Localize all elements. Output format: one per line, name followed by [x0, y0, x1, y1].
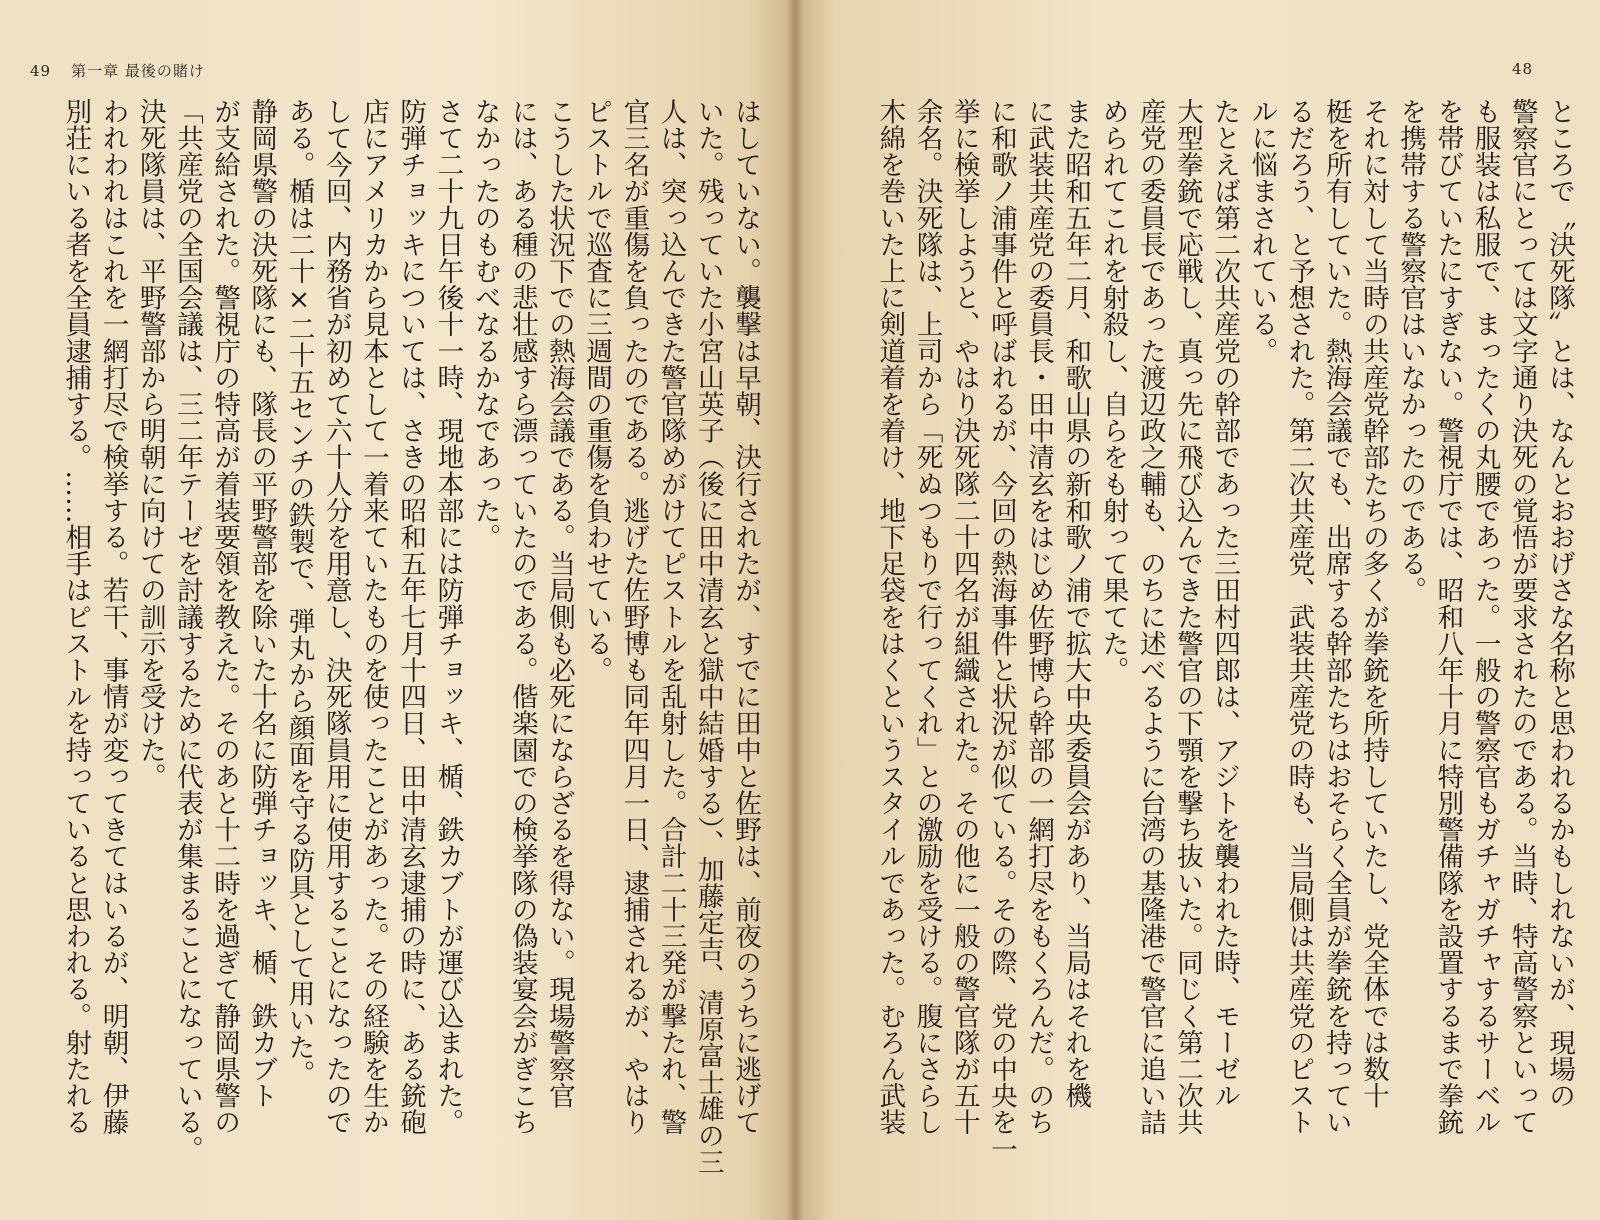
text-column: さて二十九日午後十一時、現地本部には防弾チョッキ、楯、鉄カブトが運び込まれた。: [432, 98, 464, 1136]
running-head: 第一章 最後の賭け: [71, 62, 205, 80]
text-column: して今回、内務省が初めて六十人分を用意し、決死隊員用に使用することになったので: [320, 98, 352, 1136]
text-column: には、ある種の悲壮感すら漂っていたのである。偕楽園での検挙隊の偽装宴会がぎこち: [506, 98, 538, 1136]
text-column: を帯びていたにすぎない。警視庁では、昭和八年十月に特別警備隊を設置するまで拳銃: [1432, 98, 1464, 1136]
text-column: また昭和五年二月、和歌山県の新和歌ノ浦で拡大中央委員会があり、当局はそれを機: [1060, 98, 1092, 1109]
text-column: 挙に検挙しようと、やはり決死隊二十四名が組織された。その他に一般の警官隊が五十: [948, 98, 980, 1136]
text-column: なかったのもむべなるかなであった。: [469, 98, 501, 551]
text-column: 決死隊員は、平野警部から明朝に向けての訓示を受けた。: [134, 98, 166, 790]
text-column: ルに悩まされている。: [1246, 98, 1278, 364]
text-column: も服装は私服で、まったくの丸腰であった。一般の警察官もガチャガチャするサーベル: [1469, 98, 1501, 1136]
text-column: 店にアメリカから見本として一着来ていたものを使ったことがあった。その経験を生か: [357, 98, 389, 1136]
text-column: 静岡県警の決死隊にも、隊長の平野警部を除いた十名に防弾チョッキ、楯、鉄カブト: [246, 98, 278, 1109]
book-gutter: [786, 0, 804, 1220]
text-column: いた。残っていた小宮山英子（後に田中清玄と獄中結婚する）、加藤定吉、清原富士雄の三: [692, 98, 724, 1176]
text-column: われわれはこれを一網打尽で検挙する。若干、事情が変ってきてはいるが、明朝、伊藤: [97, 98, 129, 1136]
text-column: ピストルで巡査に三週間の重傷を負わせている。: [581, 98, 613, 684]
right-page-text: [818, 98, 1578, 1193]
text-column: 別荘にいる者を全員逮捕する。……相手はピストルを持っていると思われる。射たれる: [60, 98, 92, 1136]
text-column: こうした状況下での熱海会議である。当局側も必死にならざるを得ない。現場警察官: [543, 98, 575, 1109]
text-column: はしていない。襲撃は早朝、決行されたが、すでに田中と佐野は、前夜のうちに逃げて: [730, 98, 761, 1136]
text-column: それに対して当時の共産党幹部たちの多くが拳銃を所持していたし、党全体では数十: [1357, 98, 1389, 1109]
text-column: を携帯する警察官はいなかったのである。: [1395, 98, 1427, 604]
left-page-header: [30, 60, 205, 81]
left-page-text: [36, 98, 764, 1193]
text-column: ところで〝決死隊〟とは、なんとおおげさな名称と思われるかもしれないが、現場の: [1544, 98, 1575, 1109]
text-column: たとえば第二次共産党の幹部であった三田村四郎は、アジトを襲われた時、モーゼル: [1209, 98, 1241, 1109]
text-column: るだろう、と予想された。第二次共産党、武装共産党の時も、当局側は共産党のピスト: [1283, 98, 1315, 1136]
text-column: 防弾チョッキについては、さきの昭和五年七月十四日、田中清玄逮捕の時に、ある銃砲: [395, 98, 427, 1136]
text-column: められてこれを射殺し、自らをも射って果てた。: [1097, 98, 1129, 684]
text-column: 大型拳銃で応戦し、真っ先に飛び込んできた警官の下顎を撃ち抜いた。同じく第二次共: [1171, 98, 1203, 1136]
text-column: 人は、突っ込んできた警官隊めがけてピストルを乱射した。合計二十三発が撃たれ、警: [655, 98, 687, 1136]
text-column: 梃を所有していた。熱海会議でも、出席する幹部たちはおそらく全員が拳銃を持ってい: [1320, 98, 1352, 1136]
left-page-number: 49: [30, 62, 52, 80]
right-page-number: 48: [1512, 60, 1534, 78]
text-column: 産党の委員長であった渡辺政之輔も、のちに述べるように台湾の基隆港で警官に追い詰: [1134, 98, 1166, 1136]
right-page-header: [1512, 60, 1533, 78]
text-column: 官三名が重傷を負ったのである。逃げた佐野博も同年四月一日、逮捕されるが、やはり: [618, 98, 650, 1136]
text-column: 警察官にとっては文字通り決死の覚悟が要求されたのである。当時、特高警察といって: [1506, 98, 1538, 1136]
text-column: 余名。決死隊は、上司から「死ぬつもりで行ってくれ」との激励を受ける。腹にさらし: [911, 98, 943, 1136]
text-column: に武装共産党の委員長・田中清玄をはじめ佐野博ら幹部の一網打尽をもくろんだ。のち: [1023, 98, 1055, 1136]
text-column: が支給された。警視庁の特高が着装要領を教えた。そのあと十二時を過ぎて静岡県警の: [209, 98, 241, 1136]
text-column: 木綿を巻いた上に剣道着を着け、地下足袋をはくというスタイルであった。むろん武装: [874, 98, 906, 1136]
text-column: 「共産党の全国会議は、三二年テーゼを討議するために代表が集まることになっている。: [171, 98, 203, 1162]
text-column: ある。楯は二十×二十五センチの鉄製で、弾丸から顔面を守る防具として用いた。: [283, 98, 315, 1087]
text-column: に和歌ノ浦事件と呼ばれるが、今回の熱海事件と状況が似ている。その際、党の中央を一: [985, 98, 1017, 1162]
